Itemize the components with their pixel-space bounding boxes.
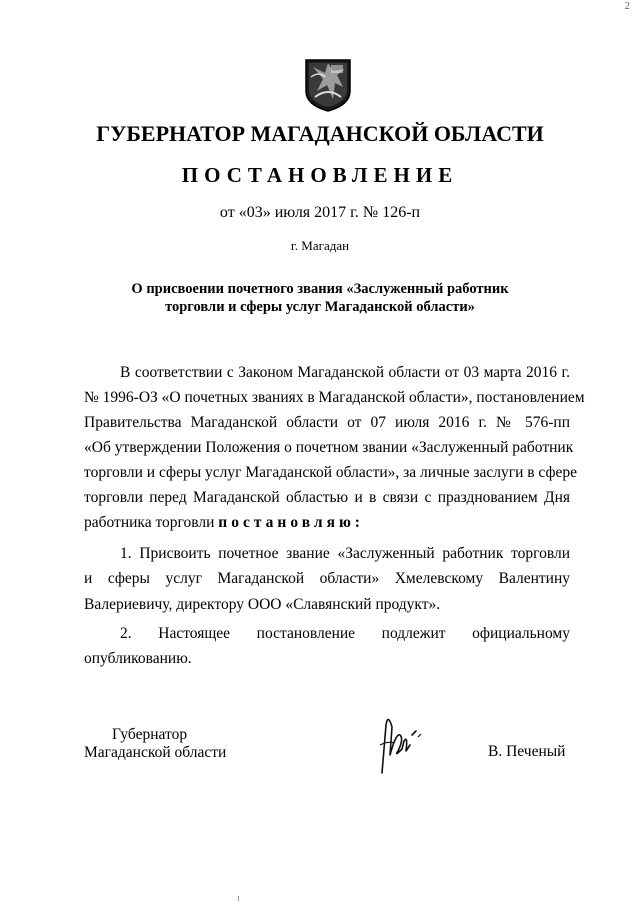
body-text-line: 2. Настоящее постановление подлежит официальному <box>120 625 570 642</box>
body-text-line: В соответствии с Законом Магаданской области от 03 марта 2016 г. <box>120 364 570 381</box>
body-text-line-decree <box>84 514 570 532</box>
body-text-line: торговли перед Магаданской областью и в связи с празднованием Дня <box>84 489 570 506</box>
body-text-line: Валериевичу, директору ООО «Славянский продукт». <box>84 596 441 613</box>
issuing-authority: ГУБЕРНАТОР МАГАДАНСКОЙ ОБЛАСТИ <box>96 121 544 146</box>
decree-keyword: постановляю: <box>218 514 364 531</box>
body-text-line: и сферы услуг Магаданской области» Хмелевскому Валентину <box>84 570 570 587</box>
signer-name: В. Печеный <box>488 743 566 760</box>
body-text-line: опубликованию. <box>84 650 192 667</box>
handwritten-signature <box>374 705 434 775</box>
scan-mark <box>238 896 239 901</box>
decree-prefix: работника торговли <box>84 514 219 531</box>
document-type: ПОСТАНОВЛЕНИЕ <box>181 163 459 187</box>
document-title-line: О присвоении почетного звания «Заслуженный работник <box>131 281 509 297</box>
document-title-line: торговли и сферы услуг Магаданской области» <box>165 299 475 315</box>
coat-of-arms-emblem <box>303 57 353 113</box>
signatory-title: Магаданской области <box>84 744 227 761</box>
page-number: 2 <box>624 0 630 12</box>
body-text-line: № 1996-ОЗ «О почетных званиях в Магаданской области», постановлением <box>84 389 585 406</box>
body-text-line: 1. Присвоить почетное звание «Заслуженный работник торговли <box>120 545 570 562</box>
body-text-line: торговли и сферы услуг Магаданской области», за личные заслуги в сфере <box>84 464 578 481</box>
document-date-number: от «03» июля 2017 г. № 126-п <box>219 204 421 221</box>
body-text-line: Правительства Магаданской области от 07 июля 2016 г. № 576-пп <box>84 414 570 431</box>
document-city: г. Магадан <box>290 238 350 253</box>
document-title <box>0 280 640 316</box>
signatory-title: Губернатор <box>112 726 188 743</box>
body-text-line: «Об утверждении Положения о почетном звании «Заслуженный работник <box>84 439 574 456</box>
